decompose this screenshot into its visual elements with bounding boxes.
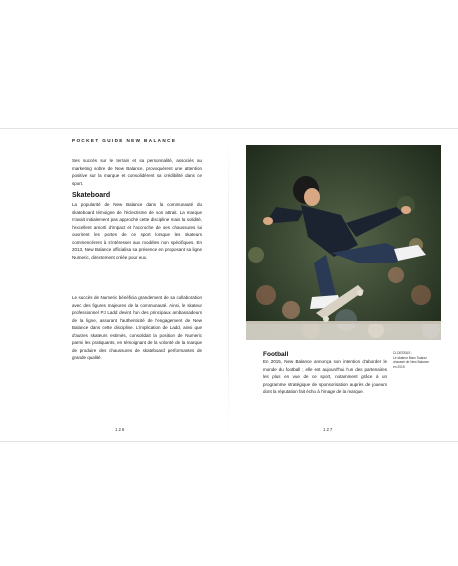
skateboarder-photo (246, 145, 441, 340)
football-text: En 2015, New Balance annonça son intention d'aborder le monde du football ; elle est aujourd'hui l'un des partenaires les plus en vue de ce sport, notamment grâce à un programme stratégique de sponsorisation auprès de joueurs dont la réputation fait écho à l'image de la marque. (263, 359, 387, 394)
skateboard-paragraph-2 (72, 294, 202, 362)
skateboard-text-2: Le succès de Numeric bénéficia grandement de sa collaboration avec des figures majeures de la communauté. Ainsi, le skateur professionnel PJ Ladd devint l'un des principaux ambassadeurs de la ligne, assurant l'authenticité de l'engagement de New Balance dans cette discipline. L'implication de Ladd, ainsi que d'autres skateurs estimés, consolidait la position de Numeric parmi les pratiquants, en témoignant de la volonté de la marque de produire des chaussures de skateboard performantes de grande qualité. (72, 295, 202, 360)
intro-text: Ses succès sur le terrain et sa personnalité, associés au marketing sobre de New Balance, provoquèrent une attention positive sur la marque et consolidèrent sa crédibilité dans ce sport. (72, 158, 202, 186)
caption-text: Le skateur Marc Suárez chaussé de New Balance en 2019. (393, 355, 429, 369)
running-head: POCKET GUIDE NEW BALANCE (72, 138, 177, 143)
section-heading-football: Football (263, 351, 289, 358)
skateboard-paragraph-1 (72, 201, 202, 261)
football-paragraph (263, 358, 387, 396)
caption-label: CI-DESSUS : (393, 351, 413, 355)
page-number-right: 127 (323, 427, 334, 432)
photo-caption (393, 351, 429, 369)
page-gutter (228, 129, 229, 441)
skateboard-text-1: La popularité de New Balance dans la communauté du skateboard témoigne de l'éclectisme de son attrait. La marque n'avait initialement pas approché cette discipline mais la solidité, l'excellent amorti d'impact et l'accroche de ses chaussures lui ouvrirent les portes de ce sport lorsque les skateurs commencèrent à s'intéresser aux modèles non spécifiques. En 2013, New Balance officialisa sa présence en proposant sa ligne Numeric, directement créée pour eux. (72, 202, 202, 260)
intro-paragraph (72, 157, 202, 187)
skateboarder-illustration (246, 145, 441, 340)
page-number-left: 126 (115, 427, 126, 432)
section-heading-skateboard: Skateboard (72, 192, 111, 199)
